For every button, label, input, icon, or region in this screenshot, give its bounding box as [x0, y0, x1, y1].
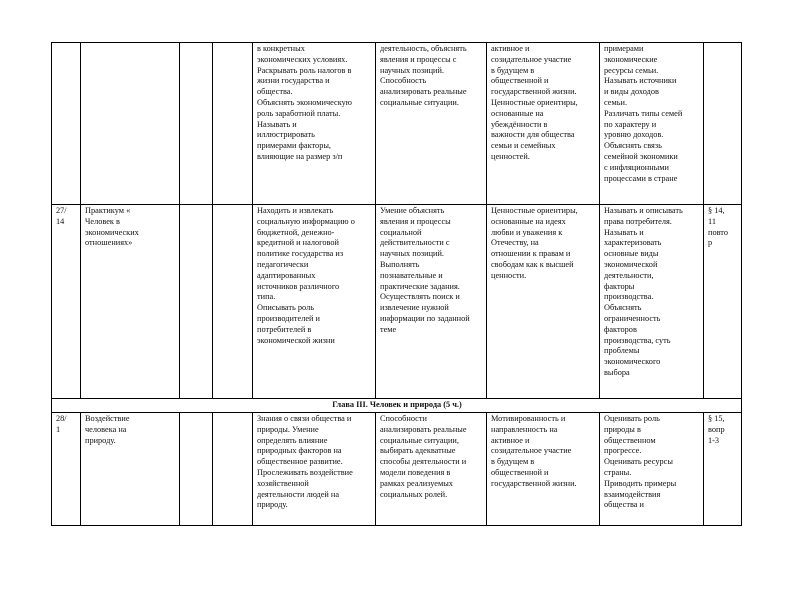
lesson-plan-table: [51, 42, 742, 526]
subject-results-cell: в конкретных экономических условиях. Раскрывать роль налогов в жизни государства и общества. Объяснять экономическую роль заработной платы. Называть и иллюстрировать примерами факторы, влияющие на размер з/п: [253, 43, 376, 205]
learner-activity-cell: Называть и описывать права потребителя. Называть и характеризовать основные виды экономической деятельности, факторы производства. Объяснять ограниченность факторов производства, суть проблемы экономического выбора: [600, 205, 704, 399]
lesson-number-cell: [52, 43, 81, 205]
learner-activity-cell: примерами экономические ресурсы семьи. Называть источники и виды доходов семьи. Различать типы семей по характеру и уровню доходов. Объяснять связь семейной экономики с инфляционными процессами в стране: [600, 43, 704, 205]
table-row: [52, 413, 742, 526]
lesson-topic-cell: Воздействие человека на природу.: [81, 413, 180, 526]
meta-results-cell: деятельность, объяснять явления и процессы с научных позиций. Способность анализировать реальные социальные ситуации.: [376, 43, 487, 205]
lesson-type-cell: [180, 205, 213, 399]
lesson-date-cell: [213, 205, 253, 399]
homework-cell: § 15, вопр 1-3: [704, 413, 742, 526]
lesson-number-cell: 28/ 1: [52, 413, 81, 526]
personal-results-cell: Мотивированность и направленность на активное и созидательное участие в будущем в общественной и государственной жизни.: [487, 413, 600, 526]
meta-results-cell: Умение объяснять явления и процессы социальной действительности с научных позиций. Выполнять познавательные и практические задания. Осуществлять поиск и извлечение нужной информации по заданной теме: [376, 205, 487, 399]
meta-results-cell: Способности анализировать реальные социальные ситуации, выбирать адекватные способы деятельности и модели поведения в рамках реализуемых социальных ролей.: [376, 413, 487, 526]
table-row: [52, 205, 742, 399]
subject-results-cell: Знания о связи общества и природы. Умение определять влияние природных факторов на общественное развитие. Прослеживать воздействие хозяйственной деятельности людей на природу.: [253, 413, 376, 526]
learner-activity-cell: Оценивать роль природы в общественном прогрессе. Оценивать ресурсы страны. Приводить примеры взаимодействия общества и: [600, 413, 704, 526]
lesson-type-cell: [180, 413, 213, 526]
lesson-date-cell: [213, 43, 253, 205]
homework-cell: [704, 43, 742, 205]
homework-cell: § 14, 11 повто р: [704, 205, 742, 399]
chapter-heading: Глава III. Человек и природа (5 ч.): [52, 399, 742, 413]
lesson-topic-cell: Практикум « Человек в экономических отношениях»: [81, 205, 180, 399]
personal-results-cell: Ценностные ориентиры, основанные на идеях любви и уважения к Отечеству, на отношении к правам и свободам как к высшей ценности.: [487, 205, 600, 399]
personal-results-cell: активное и созидательное участие в будущем в общественной и государственной жизни. Ценностные ориентиры, основанные на убеждённости в важности для общества семьи и семейных ценностей.: [487, 43, 600, 205]
lesson-date-cell: [213, 413, 253, 526]
table-row: [52, 43, 742, 205]
lesson-type-cell: [180, 43, 213, 205]
subject-results-cell: Находить и извлекать социальную информацию о бюджетной, денежно- кредитной и налоговой политике государства из педагогически адаптированных источников различного типа. Описывать роль производителей и потребителей в экономической жизни: [253, 205, 376, 399]
lesson-number-cell: 27/ 14: [52, 205, 81, 399]
lesson-topic-cell: [81, 43, 180, 205]
chapter-heading-row: [52, 399, 742, 413]
